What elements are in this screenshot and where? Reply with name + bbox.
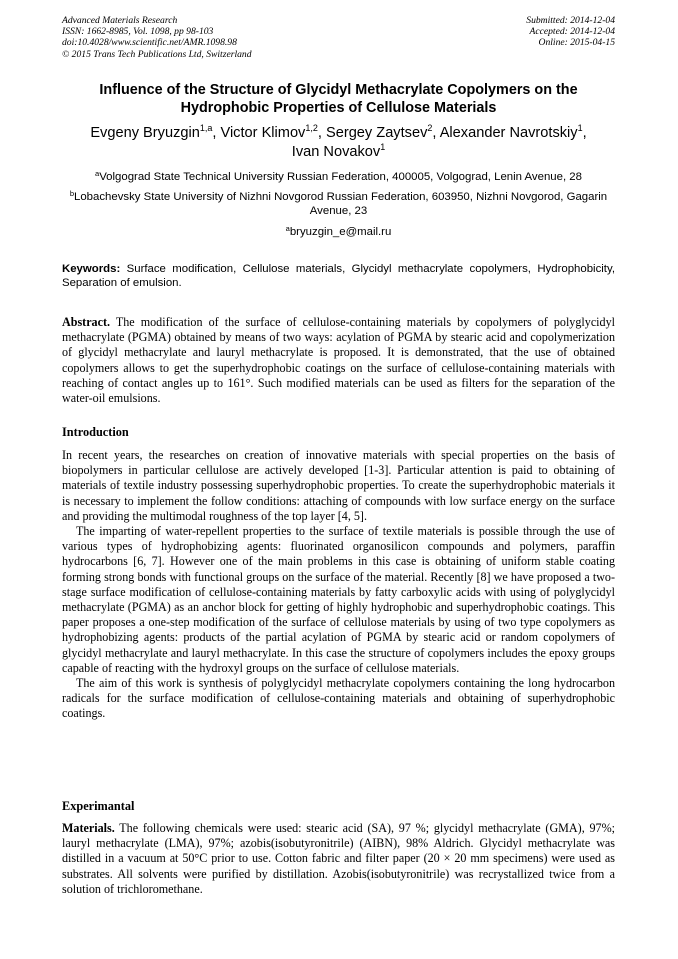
paper-title-line-1: Influence of the Structure of Glycidyl Methacrylate Copolymers on the: [99, 82, 578, 98]
author-line-2: [62, 143, 615, 162]
author-affiliation-mark: 1: [577, 123, 583, 133]
materials-paragraph: [62, 821, 615, 897]
corresponding-email: [62, 225, 615, 239]
affiliation-mark: b: [69, 189, 75, 198]
keywords-label: Keywords:: [62, 263, 121, 275]
abstract-text: The modification of the surface of cellulose-containing materials by copolymers of polyglycidyl methacrylate (PGMA) obtained by means of two ways: acylation of PGMA by stearic acid and copolymerization of glycidyl methacrylate and lauryl methacrylate is proposed. It is demonstrated, that the use of obtained copolymers allows to get the superhydrophobic coatings on the surface of cellulose-containing materials with reaching of contact angles up to 161°. Such modified materials can be used as filters for the separation of the water-oil emulsions.: [62, 315, 615, 406]
journal-copyright: © 2015 Trans Tech Publications Ltd, Switzerland: [62, 48, 252, 60]
keywords: [62, 262, 615, 290]
introduction-heading: Introduction: [62, 425, 129, 439]
author-list: [62, 124, 615, 162]
accepted-date: Accepted: 2014-12-04: [529, 26, 615, 38]
paper-title-line-2: Hydrophobic Properties of Cellulose Materials: [180, 100, 497, 116]
keywords-text: Surface modification, Cellulose materials, Glycidyl methacrylate copolymers, Hydrophobicity, Separation of emulsion.: [62, 263, 615, 290]
author-affiliation-mark: 1,2: [305, 123, 318, 133]
abstract: [62, 315, 615, 406]
author-name: Victor Klimov: [220, 125, 306, 141]
paper-title: [62, 81, 615, 117]
affiliation-a: [62, 170, 615, 184]
author-affiliation-mark: 2: [427, 123, 433, 133]
journal-info: [62, 15, 252, 60]
author-name: Evgeny Bryuzgin: [90, 125, 200, 141]
author-separator: ,: [432, 125, 440, 141]
journal-name: Advanced Materials Research: [62, 15, 178, 26]
author-separator: ,: [317, 125, 326, 141]
introduction-body: [62, 448, 615, 722]
author-name: Sergey Zaytsev: [325, 125, 428, 141]
affiliation-text: Volgograd State Technical University Russian Federation, 400005, Volgograd, Lenin Avenue, 28: [99, 171, 582, 183]
journal-issn: ISSN: 1662-8985, Vol. 1098, pp 98-103: [62, 26, 214, 38]
abstract-label: Abstract.: [62, 315, 111, 329]
author-separator: ,: [212, 125, 221, 141]
introduction-paragraph-2: The imparting of water-repellent properties to the surface of textile materials is possible through the use of various types of hydrophobizing agents: fluorinated organosilicon compounds and polymers, paraffin hydrocarbons [6, 7]. However one of the main problems in this case is obtaining of uniform stable coating forming strong bonds with functional groups on the surface of the material. Recently [8] we have proposed a two-stage surface modification of cellulose-containing materials by fatty carboxylic acids with using of polyglycidyl methacrylate (PGMA) as an anchor block for getting of highly hydrophobic and superhydrophobic coatings. This paper proposes a one-step modification of the surface of cellulose materials by using of two type copolymers as hydrophobizing agents: products of the partial acylation of PGMA by stearic acid or random copolymers of glycidyl methacrylate and lauryl methacrylate. In this case the structure of copolymers includes the epoxy groups capable of reacting with the hydroxyl groups on the surface of cellulose materials.: [62, 524, 615, 675]
email-address: bryuzgin_e@mail.ru: [289, 226, 392, 238]
online-date: Online: 2015-04-15: [538, 37, 615, 49]
submitted-date: Submitted: 2014-12-04: [526, 15, 615, 26]
affiliation-text: Lobachevsky State University of Nizhni Novgorod Russian Federation, 603950, Nizhni Novgorod, Gagarin Avenue, 23: [74, 191, 608, 217]
experimental-heading: Experimantal: [62, 799, 135, 813]
author-name: Alexander Navrotskiy: [439, 125, 578, 141]
email-mark: a: [285, 224, 290, 233]
author-affiliation-mark: 1: [380, 142, 386, 152]
affiliation-mark: a: [95, 169, 100, 178]
author-line-1: [62, 124, 615, 143]
publication-dates: [526, 15, 615, 49]
affiliation-b: [62, 190, 615, 218]
journal-doi: doi:10.4028/www.scientific.net/AMR.1098.98: [62, 37, 237, 49]
author-separator: ,: [582, 125, 587, 141]
materials-label: Materials.: [62, 821, 115, 835]
author-name: Ivan Novakov: [291, 144, 381, 160]
introduction-paragraph-3: The aim of this work is synthesis of polyglycidyl methacrylate copolymers containing the long hydrocarbon radicals for the surface modification of cellulose-containing materials and obtaining of superhydrophobic coatings.: [62, 676, 615, 721]
introduction-paragraph-1: In recent years, the researches on creation of innovative materials with special properties on the basis of biopolymers in particular cellulose are actively developed [1-3]. Particular attention is paid to obtaining of materials of textile industry possessing superhydrophobic properties. To create the superhydrophobic materials it is necessary to implement the follow conditions: attaching of compounds with low surface energy on the surface and providing the multimodal roughness of the top layer [4, 5].: [62, 448, 615, 523]
materials-text: The following chemicals were used: stearic acid (SA), 97 %; glycidyl methacrylate (GMA), 97%; lauryl methacrylate (LMA), 97%; azobis(isobutyronitrile) (AIBN), 98% Aldrich. Glycidyl methacrylate was distilled in a vacuum at 50°C prior to use. Cotton fabric and filter paper (20 × 20 mm specimens) were used as substrates. All solvents were purified by distillation. Azobis(isobutyronitrile) was recrystallized twice from a solution of trichloromethane.: [62, 821, 615, 896]
author-affiliation-mark: 1,a: [199, 123, 213, 133]
